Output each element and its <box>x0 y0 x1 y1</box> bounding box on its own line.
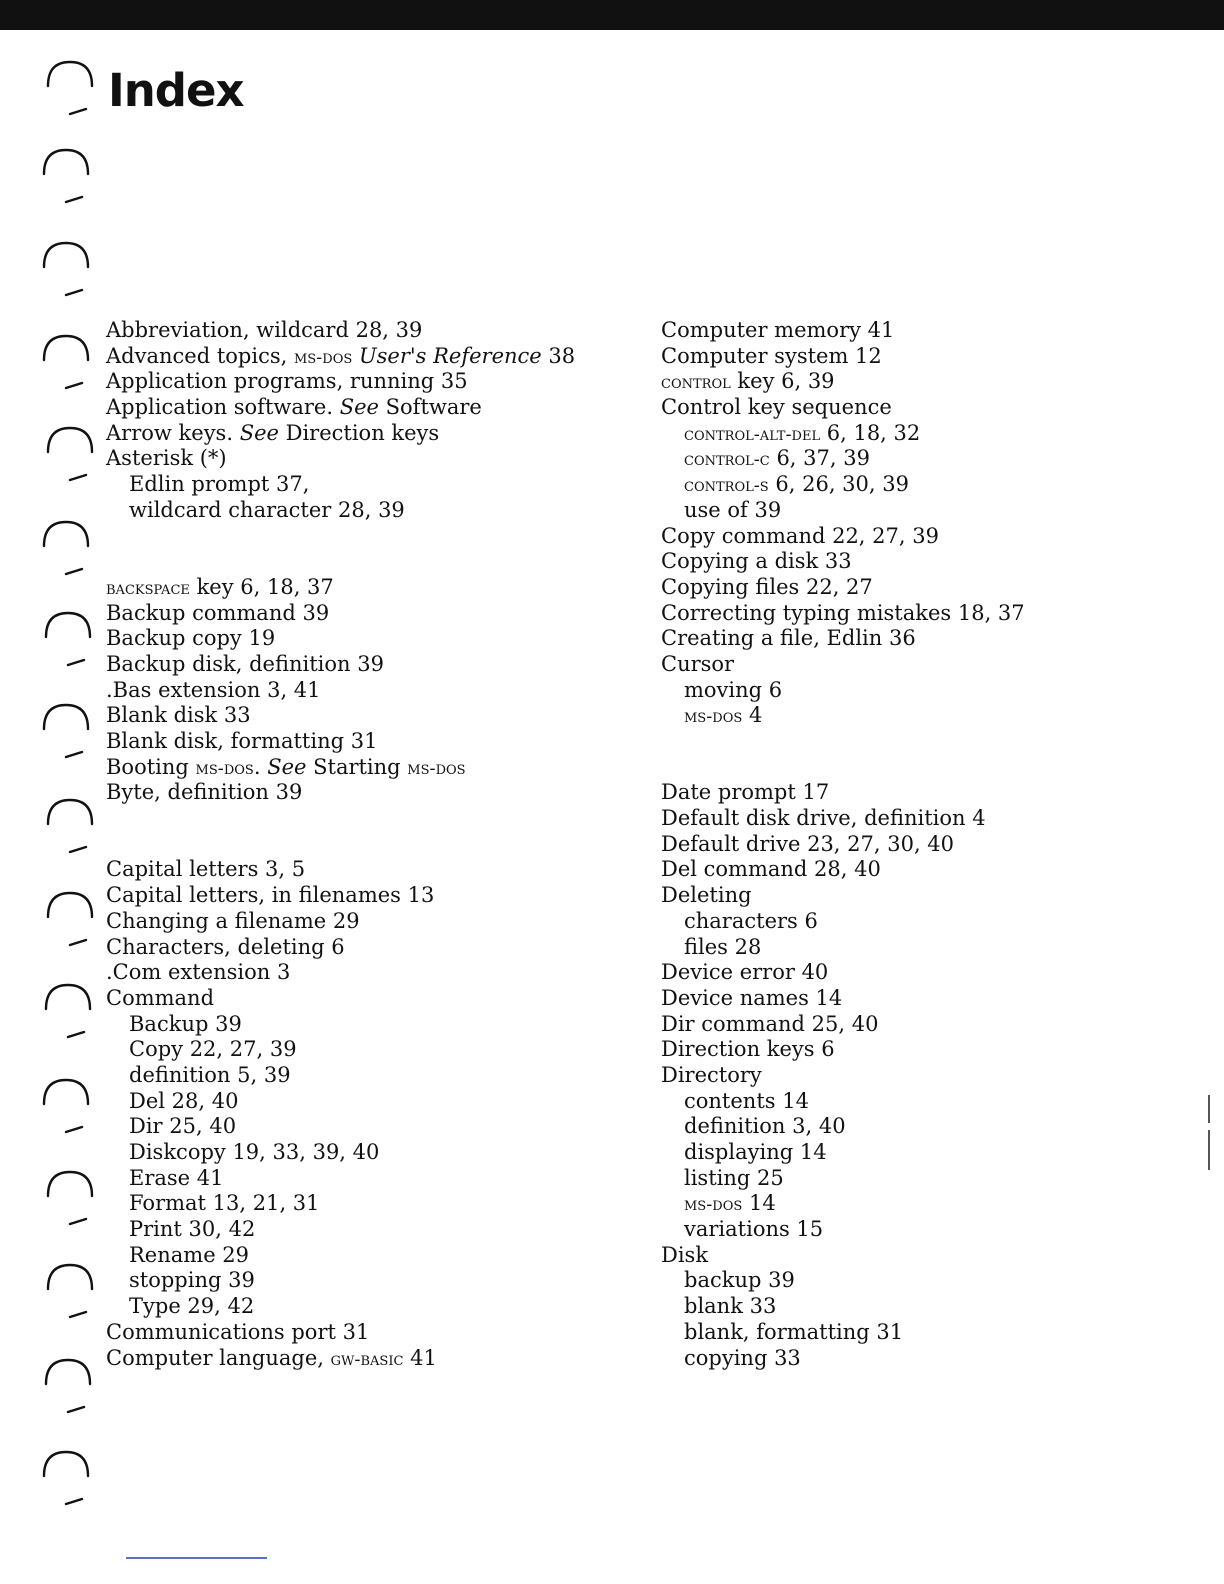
index-text: contents 14 <box>684 1088 809 1113</box>
index-text: key 6, 39 <box>730 369 835 394</box>
index-text: Backup command 39 <box>106 600 330 625</box>
index-entry <box>106 857 575 883</box>
index-subentry <box>106 1037 575 1063</box>
index-text: Direction keys 6 <box>661 1037 835 1062</box>
index-text: Edlin prompt 37, <box>129 472 310 497</box>
index-text: ms-dos <box>195 757 254 779</box>
index-text: User's Reference <box>352 343 542 368</box>
index-text: Del command 28, 40 <box>661 857 881 882</box>
index-spacer <box>106 549 575 575</box>
index-text: Deleting <box>661 883 752 908</box>
index-text: Dir 25, 40 <box>129 1114 237 1139</box>
binder-hole-tick <box>66 1127 82 1132</box>
index-text: definition 3, 40 <box>684 1114 846 1139</box>
index-text: Backup disk, definition 39 <box>106 651 384 676</box>
index-subentry <box>106 1140 575 1166</box>
index-subentry <box>661 1166 1025 1192</box>
binder-hole-arc <box>48 1172 92 1196</box>
index-text: Abbreviation, wildcard 28, 39 <box>106 318 423 342</box>
index-text: Device error 40 <box>661 960 829 985</box>
index-text: Arrow keys. <box>106 420 240 445</box>
index-entry <box>661 575 1025 601</box>
index-text: stopping 39 <box>129 1268 255 1293</box>
index-text: See <box>239 420 279 445</box>
index-text: Command <box>106 985 215 1010</box>
index-text: ms-dos <box>684 1194 743 1216</box>
index-entry <box>106 1346 575 1372</box>
binder-hole-arc <box>46 1360 90 1384</box>
index-text: variations 15 <box>684 1217 824 1242</box>
binder-hole-tick <box>70 1312 86 1317</box>
index-entry <box>661 960 1025 986</box>
binder-hole-tick <box>70 940 86 945</box>
index-subentry <box>106 1243 575 1269</box>
index-entry <box>106 780 575 806</box>
index-text: Asterisk (*) <box>106 446 227 471</box>
index-entry <box>661 780 1025 806</box>
index-subentry <box>661 472 1025 498</box>
index-text: control-s <box>684 475 769 497</box>
binder-hole-arc <box>46 613 90 637</box>
index-entry <box>106 935 575 961</box>
binder-hole-arc <box>48 1265 92 1289</box>
index-entry <box>106 883 575 909</box>
index-text: 6, 37, 39 <box>769 446 870 471</box>
index-text: 38 <box>541 343 576 368</box>
index-text: Advanced topics, <box>106 343 294 368</box>
binder-hole-arc <box>46 985 90 1009</box>
index-text: control-alt-del <box>684 423 821 445</box>
margin-mark <box>1208 1095 1210 1123</box>
index-text: Format 13, 21, 31 <box>129 1191 320 1216</box>
binder-hole-tick <box>70 1219 86 1224</box>
index-text: 41 <box>403 1345 437 1370</box>
binder-hole-tick <box>70 475 86 480</box>
index-entry <box>106 318 575 344</box>
index-subentry <box>661 498 1025 524</box>
index-text: Starting <box>306 754 408 779</box>
index-text: Communications port 31 <box>106 1319 370 1344</box>
index-text: Cursor <box>661 651 735 676</box>
index-entry <box>106 909 575 935</box>
index-subentry <box>106 498 575 524</box>
bottom-rule <box>126 1557 267 1559</box>
index-entry <box>661 601 1025 627</box>
index-text: See <box>267 754 307 779</box>
index-text: backspace <box>106 577 190 599</box>
index-entry <box>106 652 575 678</box>
index-entry <box>106 421 575 447</box>
index-text: Control key sequence <box>661 395 892 420</box>
index-subentry <box>661 446 1025 472</box>
index-entry <box>661 524 1025 550</box>
binder-hole-arc <box>48 62 92 86</box>
index-subentry <box>661 678 1025 704</box>
index-text: Software <box>378 395 482 420</box>
index-text: Default disk drive, definition 4 <box>661 806 986 831</box>
binder-hole-tick <box>66 383 82 388</box>
page-title: Index <box>108 64 244 117</box>
index-subentry <box>661 935 1025 961</box>
index-text: Copying a disk 33 <box>661 549 852 574</box>
binder-hole-arc <box>48 893 92 917</box>
index-column-left <box>106 318 575 1371</box>
index-entry <box>106 703 575 729</box>
index-text: Date prompt 17 <box>661 780 830 805</box>
index-text: Del 28, 40 <box>129 1088 239 1113</box>
index-entry <box>661 857 1025 883</box>
index-text: Characters, deleting 6 <box>106 934 345 959</box>
index-text: backup 39 <box>684 1268 795 1293</box>
index-subentry <box>106 472 575 498</box>
index-entry <box>106 575 575 601</box>
index-entry <box>661 1063 1025 1089</box>
binder-hole-tick <box>66 752 82 757</box>
index-text: blank, formatting 31 <box>684 1319 904 1344</box>
binder-hole-tick <box>66 290 82 295</box>
index-text: Creating a file, Edlin 36 <box>661 626 916 651</box>
index-subentry <box>106 1114 575 1140</box>
index-text: Backup copy 19 <box>106 626 276 651</box>
index-subentry <box>661 1140 1025 1166</box>
binder-hole-arc <box>48 800 92 824</box>
index-entry <box>106 986 575 1012</box>
index-text: control <box>661 372 731 394</box>
index-subentry <box>661 421 1025 447</box>
index-entry <box>661 883 1025 909</box>
index-entry <box>106 344 575 370</box>
index-text: gw-basic <box>330 1348 404 1370</box>
binder-hole-arc <box>44 336 88 360</box>
index-text: Erase 41 <box>129 1165 224 1190</box>
index-text: Directory <box>661 1062 762 1087</box>
index-text: Capital letters, in filenames 13 <box>106 883 435 908</box>
index-text: ms-dos <box>407 757 466 779</box>
index-entry <box>106 960 575 986</box>
index-text: Type 29, 42 <box>129 1294 255 1319</box>
index-subentry <box>661 1294 1025 1320</box>
index-text: Byte, definition 39 <box>106 780 303 805</box>
index-text: Capital letters 3, 5 <box>106 857 306 882</box>
index-text: definition 5, 39 <box>129 1062 291 1087</box>
index-entry <box>661 1243 1025 1269</box>
index-text: Blank disk, formatting 31 <box>106 729 378 753</box>
index-entry <box>106 626 575 652</box>
binder-hole-tick <box>66 197 82 202</box>
index-text: Correcting typing mistakes 18, 37 <box>661 600 1025 625</box>
index-text: Computer language, <box>106 1345 331 1370</box>
index-text: . <box>253 754 268 779</box>
margin-mark <box>1208 1130 1210 1170</box>
index-entry <box>106 755 575 781</box>
index-subentry <box>661 703 1025 729</box>
index-subentry <box>661 1089 1025 1115</box>
index-entry <box>661 344 1025 370</box>
binder-hole-tick <box>70 109 86 114</box>
index-subentry <box>106 1166 575 1192</box>
index-text: Computer memory 41 <box>661 318 895 342</box>
index-entry <box>661 986 1025 1012</box>
index-subentry <box>661 1346 1025 1372</box>
index-entry <box>661 318 1025 344</box>
index-text: Application programs, running 35 <box>106 369 468 394</box>
index-entry <box>106 446 575 472</box>
index-subentry <box>106 1191 575 1217</box>
index-subentry <box>661 1268 1025 1294</box>
index-subentry <box>661 1191 1025 1217</box>
index-text: Booting <box>106 754 196 779</box>
index-text: Copying files 22, 27 <box>661 574 873 599</box>
index-entry <box>661 549 1025 575</box>
index-text: Computer system 12 <box>661 343 882 368</box>
binder-hole-arc <box>44 1080 88 1104</box>
index-text: wildcard character 28, 39 <box>129 497 405 522</box>
index-subentry <box>106 1063 575 1089</box>
index-entry <box>661 1037 1025 1063</box>
index-entry <box>661 806 1025 832</box>
index-spacer <box>106 832 575 858</box>
index-text: displaying 14 <box>684 1140 827 1164</box>
index-text: moving 6 <box>684 677 783 702</box>
index-subentry <box>106 1217 575 1243</box>
index-text: Backup 39 <box>129 1011 242 1036</box>
index-text: Copy command 22, 27, 39 <box>661 523 939 548</box>
index-text: characters 6 <box>684 908 818 933</box>
index-subentry <box>106 1012 575 1038</box>
binder-hole-arc <box>44 150 88 174</box>
index-entry <box>106 395 575 421</box>
index-text: blank 33 <box>684 1294 777 1319</box>
index-text: Changing a filename 29 <box>106 908 360 933</box>
binder-hole-tick <box>68 660 84 665</box>
index-text: listing 25 <box>684 1165 784 1190</box>
binder-hole-arc <box>48 428 92 452</box>
index-text: Copy 22, 27, 39 <box>129 1037 297 1062</box>
binder-hole-tick <box>70 847 86 852</box>
index-text: copying 33 <box>684 1345 801 1370</box>
index-text: ms-dos <box>684 706 743 728</box>
binder-hole-arc <box>44 243 88 267</box>
index-spacer <box>106 806 575 832</box>
index-text: Dir command 25, 40 <box>661 1011 879 1036</box>
index-text: .Bas extension 3, 41 <box>106 677 321 702</box>
index-entry <box>661 369 1025 395</box>
index-text: Blank disk 33 <box>106 703 251 728</box>
index-subentry <box>661 1320 1025 1346</box>
index-text: Print 30, 42 <box>129 1217 256 1242</box>
index-text: key 6, 18, 37 <box>189 574 334 599</box>
index-text: Rename 29 <box>129 1242 250 1267</box>
binder-hole-arc <box>44 522 88 546</box>
top-black-bar <box>0 0 1224 30</box>
binder-hole-arc <box>44 1452 88 1476</box>
index-text: use of 39 <box>684 497 782 522</box>
index-text: control-c <box>684 449 770 471</box>
index-spacer <box>106 524 575 550</box>
index-subentry <box>106 1089 575 1115</box>
binder-holes <box>0 0 110 1584</box>
index-entry <box>106 601 575 627</box>
index-text: 4 <box>742 703 763 728</box>
index-text: files 28 <box>684 934 762 959</box>
index-subentry <box>661 909 1025 935</box>
index-entry <box>661 395 1025 421</box>
index-entry <box>106 369 575 395</box>
index-entry <box>661 832 1025 858</box>
index-text: Device names 14 <box>661 985 843 1010</box>
index-entry <box>106 729 575 755</box>
index-text: 6, 18, 32 <box>820 420 921 445</box>
index-spacer <box>661 729 1025 755</box>
index-text: ms-dos <box>293 346 353 368</box>
index-entry <box>661 652 1025 678</box>
binder-hole-tick <box>66 569 82 574</box>
index-spacer <box>661 755 1025 781</box>
index-subentry <box>106 1268 575 1294</box>
index-text: Diskcopy 19, 33, 39, 40 <box>129 1140 380 1164</box>
index-entry <box>106 678 575 704</box>
index-subentry <box>661 1217 1025 1243</box>
binder-hole-tick <box>68 1032 84 1037</box>
index-text: 14 <box>742 1191 776 1216</box>
index-text: 6, 26, 30, 39 <box>768 472 909 497</box>
index-text: Disk <box>661 1242 709 1267</box>
index-text: Default drive 23, 27, 30, 40 <box>661 831 955 856</box>
index-text: Application software. <box>106 395 340 420</box>
index-entry <box>661 626 1025 652</box>
binder-hole-arc <box>44 705 88 729</box>
index-subentry <box>661 1114 1025 1140</box>
index-text: .Com extension 3 <box>106 960 291 985</box>
binder-hole-tick <box>68 1407 84 1412</box>
index-subentry <box>106 1294 575 1320</box>
index-entry <box>106 1320 575 1346</box>
index-text: Direction keys <box>278 420 440 445</box>
binder-hole-tick <box>66 1499 82 1504</box>
index-column-right <box>661 318 1025 1371</box>
index-text: See <box>339 395 379 420</box>
index-entry <box>661 1012 1025 1038</box>
